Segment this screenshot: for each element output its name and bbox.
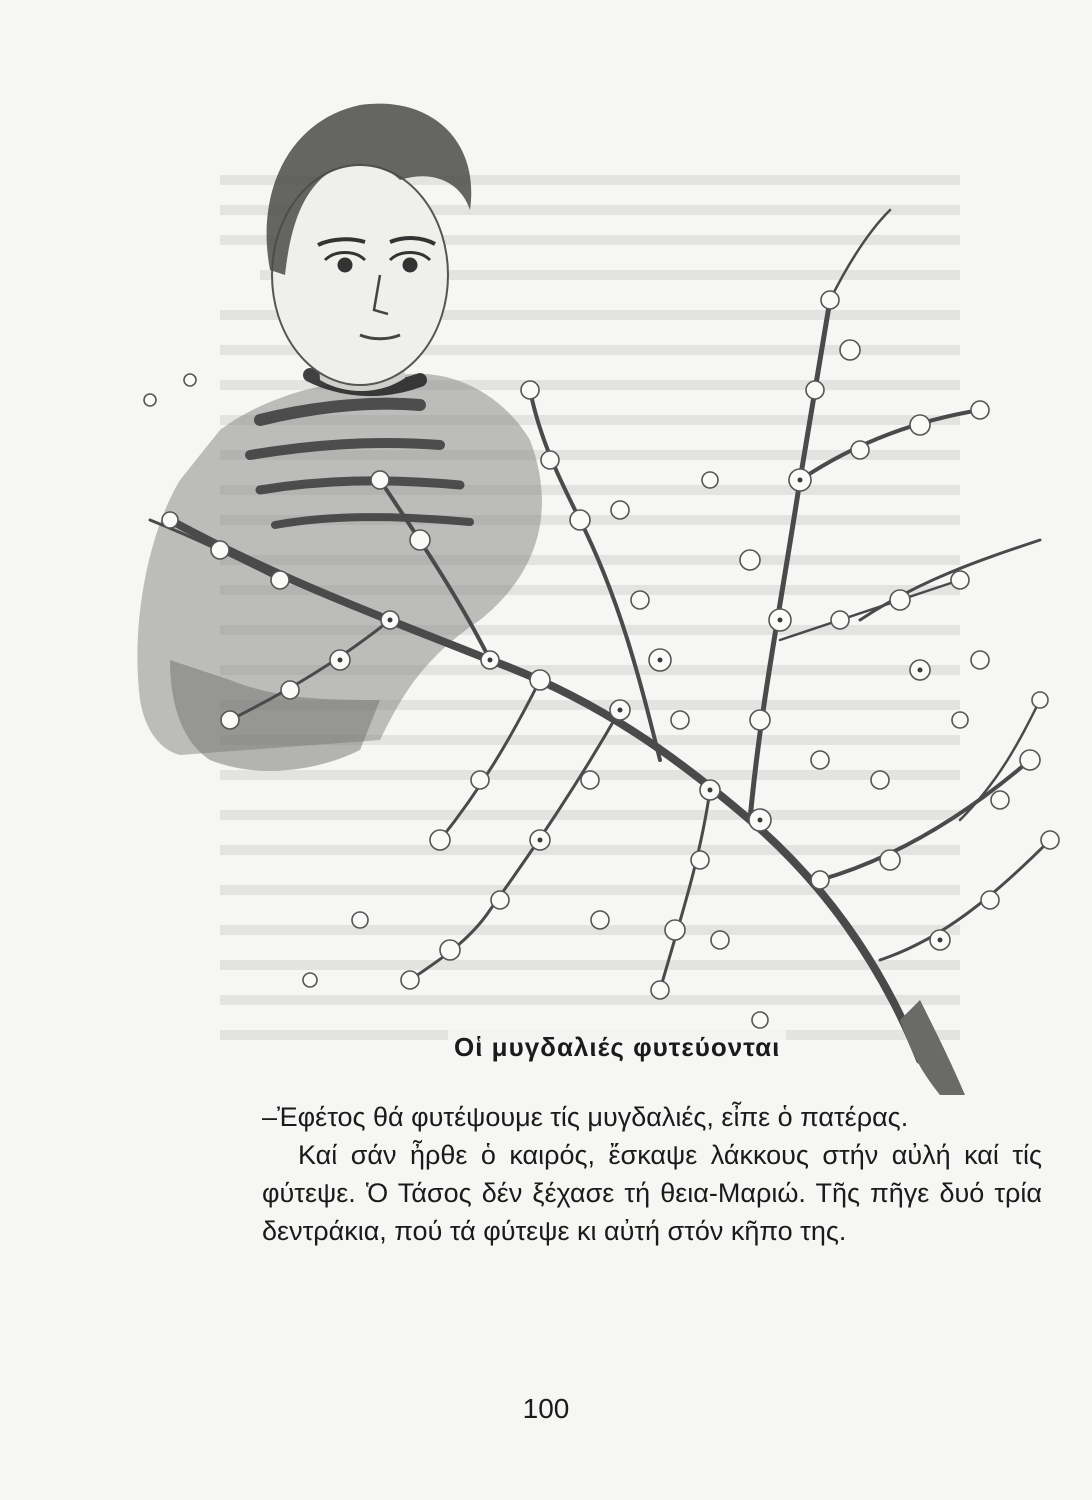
paragraph-1: –Ἐφέτος θά φυτέψουμε τίς μυγδαλιές, εἶπε ὁ πατέρας.: [262, 1102, 909, 1132]
page-number: 100: [522, 1393, 570, 1424]
boy-with-almond-blossom-illustration: [60, 60, 1070, 1100]
body-text: [262, 1098, 1042, 1250]
section-heading: Οἱ μυγδαλιές φυτεύονται: [448, 1030, 786, 1065]
paragraph-2: Καί σάν ἦρθε ὁ καιρός, ἔσκαψε λάκκους στήν αὐλή καί τίς φύτεψε. Ὁ Τάσος δέν ξέχασε τή θεια-Μαριώ. Τῆς πῆγε δυό τρία δεντράκια, πού τά φύτεψε κι αὐτή στόν κῆπο της.: [262, 1140, 1042, 1246]
almond-trunk: [900, 1000, 965, 1095]
